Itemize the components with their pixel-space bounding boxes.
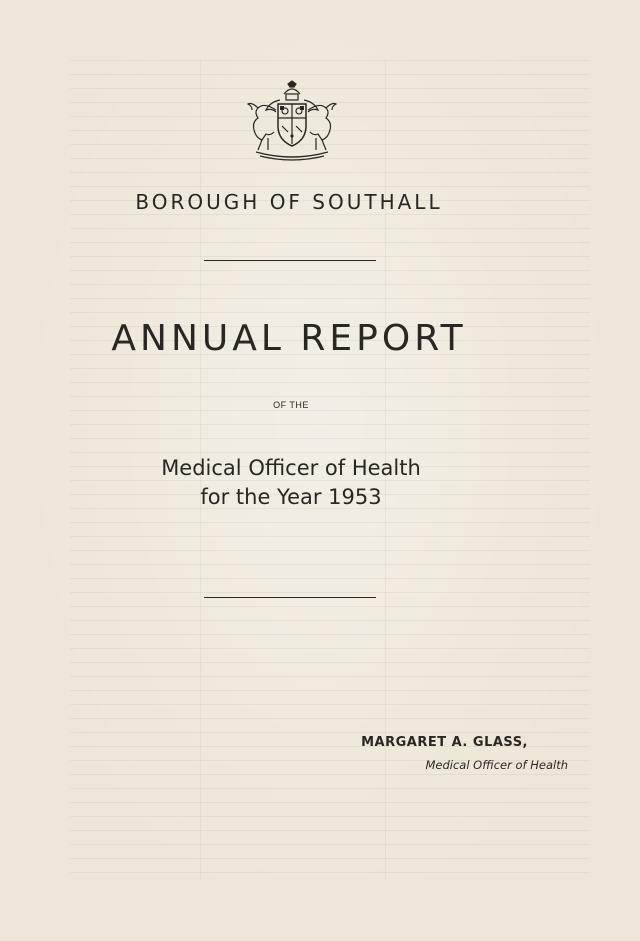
signatory-name: MARGARET A. GLASS,	[361, 735, 528, 750]
subject-year-line: for the Year 1953	[200, 485, 382, 509]
report-title: ANNUAL REPORT	[111, 318, 467, 359]
signatory-role: Medical Officer of Health	[425, 758, 568, 772]
borough-title: BOROUGH OF SOUTHALL	[135, 190, 443, 214]
divider	[204, 260, 376, 261]
title-connector: OF THE	[273, 400, 309, 410]
coat-of-arms-icon	[240, 80, 344, 162]
divider	[204, 597, 376, 598]
subject-line: Medical Officer of Health	[161, 456, 421, 480]
report-subject	[0, 454, 582, 512]
